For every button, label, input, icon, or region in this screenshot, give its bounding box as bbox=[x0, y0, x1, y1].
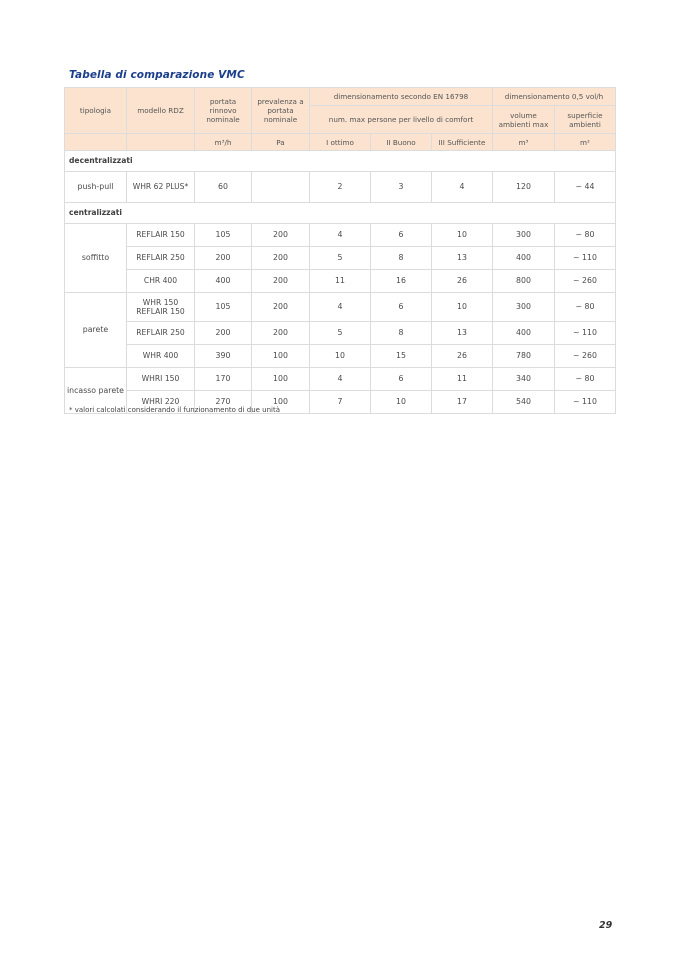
cell-buono: 3 bbox=[371, 172, 432, 203]
header-dim-vol: dimensionamento 0,5 vol/h bbox=[493, 88, 616, 106]
comparison-table bbox=[64, 87, 616, 414]
cell-model: REFLAIR 250 bbox=[127, 322, 195, 345]
unit-volume: m³ bbox=[493, 134, 555, 151]
cell-superficie: ~ 110 bbox=[555, 322, 616, 345]
section-decentralizzati: decentralizzati bbox=[65, 151, 616, 172]
cell-sufficiente: 10 bbox=[432, 293, 493, 322]
cell-sufficiente: 26 bbox=[432, 345, 493, 368]
cell-sufficiente: 11 bbox=[432, 368, 493, 391]
cell-portata: 60 bbox=[195, 172, 252, 203]
cell-model: WHRI 220 bbox=[127, 391, 195, 414]
cell-model: WHR 400 bbox=[127, 345, 195, 368]
cell-model: CHR 400 bbox=[127, 270, 195, 293]
cell-portata: 400 bbox=[195, 270, 252, 293]
header-num-max: num. max persone per livello di comfort bbox=[310, 106, 493, 134]
cell-buono: 16 bbox=[371, 270, 432, 293]
cell-superficie: ~ 260 bbox=[555, 345, 616, 368]
unit-ottimo: I ottimo bbox=[310, 134, 371, 151]
unit-prevalenza: Pa bbox=[252, 134, 310, 151]
cell-sufficiente: 13 bbox=[432, 322, 493, 345]
cell-buono: 6 bbox=[371, 224, 432, 247]
cell-portata: 270 bbox=[195, 391, 252, 414]
cell-buono: 10 bbox=[371, 391, 432, 414]
cell-superficie: ~ 80 bbox=[555, 293, 616, 322]
footnote: * valori calcolati considerando il funzionamento di due unità bbox=[69, 406, 281, 414]
cell-ottimo: 2 bbox=[310, 172, 371, 203]
cell-superficie: ~ 80 bbox=[555, 368, 616, 391]
table-row bbox=[65, 270, 616, 293]
cell-prevalenza: 100 bbox=[252, 391, 310, 414]
cell-buono: 6 bbox=[371, 368, 432, 391]
table-row bbox=[65, 293, 616, 322]
cell-superficie: ~ 80 bbox=[555, 224, 616, 247]
cell-model: WHRI 150 bbox=[127, 368, 195, 391]
section-centralizzati: centralizzati bbox=[65, 203, 616, 224]
cell-portata: 170 bbox=[195, 368, 252, 391]
cell-portata: 200 bbox=[195, 247, 252, 270]
header-superficie: superficie ambienti bbox=[555, 106, 616, 134]
cell-volume: 780 bbox=[493, 345, 555, 368]
cell-buono: 8 bbox=[371, 247, 432, 270]
cell-volume: 300 bbox=[493, 293, 555, 322]
cell-volume: 400 bbox=[493, 322, 555, 345]
page-number: 29 bbox=[599, 920, 613, 931]
header-volume: volume ambienti max bbox=[493, 106, 555, 134]
cell-ottimo: 4 bbox=[310, 224, 371, 247]
header-empty-1 bbox=[65, 134, 127, 151]
cell-ottimo: 10 bbox=[310, 345, 371, 368]
header-portata: portata rinnovo nominale bbox=[195, 88, 252, 134]
cell-model: WHR 150 REFLAIR 150 bbox=[127, 293, 195, 322]
cell-portata: 105 bbox=[195, 224, 252, 247]
cell-prevalenza: 200 bbox=[252, 270, 310, 293]
cell-superficie: ~ 110 bbox=[555, 247, 616, 270]
cell-model: REFLAIR 150 bbox=[127, 224, 195, 247]
header-prevalenza: prevalenza a portata nominale bbox=[252, 88, 310, 134]
header-tipologia: tipologia bbox=[65, 88, 127, 134]
cell-superficie: ~ 260 bbox=[555, 270, 616, 293]
cell-sufficiente: 10 bbox=[432, 224, 493, 247]
cell-portata: 200 bbox=[195, 322, 252, 345]
table-row bbox=[65, 247, 616, 270]
header-empty-2 bbox=[127, 134, 195, 151]
cell-superficie: ~ 44 bbox=[555, 172, 616, 203]
cell-prevalenza: 200 bbox=[252, 224, 310, 247]
cell-prevalenza: 200 bbox=[252, 322, 310, 345]
cell-buono: 8 bbox=[371, 322, 432, 345]
cell-prevalenza: 200 bbox=[252, 247, 310, 270]
cell-superficie: ~ 110 bbox=[555, 391, 616, 414]
cell-ottimo: 4 bbox=[310, 368, 371, 391]
cell-model: REFLAIR 250 bbox=[127, 247, 195, 270]
unit-sufficiente: III Sufficiente bbox=[432, 134, 493, 151]
cell-ottimo: 5 bbox=[310, 247, 371, 270]
unit-buono: II Buono bbox=[371, 134, 432, 151]
cell-sufficiente: 26 bbox=[432, 270, 493, 293]
header-modello: modello RDZ bbox=[127, 88, 195, 134]
cell-ottimo: 11 bbox=[310, 270, 371, 293]
unit-portata: m³/h bbox=[195, 134, 252, 151]
cell-portata: 105 bbox=[195, 293, 252, 322]
cell-buono: 6 bbox=[371, 293, 432, 322]
cell-prevalenza: 100 bbox=[252, 345, 310, 368]
group-soffitto: soffitto bbox=[65, 224, 127, 293]
cell-ottimo: 4 bbox=[310, 293, 371, 322]
cell-ottimo: 5 bbox=[310, 322, 371, 345]
cell-model: WHR 62 PLUS* bbox=[127, 172, 195, 203]
cell-volume: 400 bbox=[493, 247, 555, 270]
cell-portata: 390 bbox=[195, 345, 252, 368]
cell-ottimo: 7 bbox=[310, 391, 371, 414]
group-incasso: incasso parete bbox=[65, 368, 127, 414]
group-pushpull: push-pull bbox=[65, 172, 127, 203]
cell-sufficiente: 17 bbox=[432, 391, 493, 414]
cell-prevalenza: 100 bbox=[252, 368, 310, 391]
cell-prevalenza: 200 bbox=[252, 293, 310, 322]
cell-sufficiente: 13 bbox=[432, 247, 493, 270]
cell-buono: 15 bbox=[371, 345, 432, 368]
group-parete: parete bbox=[65, 293, 127, 368]
cell-sufficiente: 4 bbox=[432, 172, 493, 203]
cell-volume: 800 bbox=[493, 270, 555, 293]
table-row bbox=[65, 224, 616, 247]
unit-superficie: m² bbox=[555, 134, 616, 151]
cell-volume: 540 bbox=[493, 391, 555, 414]
table-row bbox=[65, 172, 616, 203]
header-dim-en: dimensionamento secondo EN 16798 bbox=[310, 88, 493, 106]
cell-volume: 340 bbox=[493, 368, 555, 391]
cell-prevalenza bbox=[252, 172, 310, 203]
cell-volume: 300 bbox=[493, 224, 555, 247]
cell-volume: 120 bbox=[493, 172, 555, 203]
page-title: Tabella di comparazione VMC bbox=[69, 69, 245, 81]
table-row bbox=[65, 322, 616, 345]
table-row bbox=[65, 345, 616, 368]
table-row bbox=[65, 368, 616, 391]
